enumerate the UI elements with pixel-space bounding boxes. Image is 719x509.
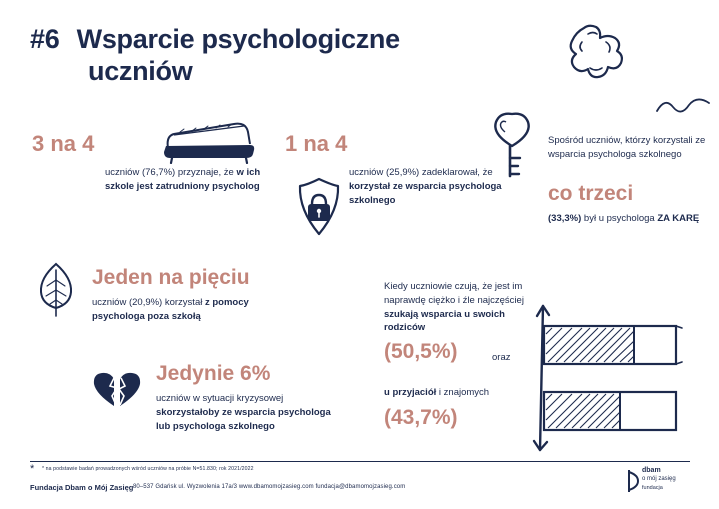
stat-4-text-bold: z pomocy psychologa poza szkołą bbox=[92, 297, 249, 322]
stat-1-text-bold: w ich szkole jest zatrudniony psycholog bbox=[105, 167, 261, 192]
stat-2-headline: 1 na 4 bbox=[285, 131, 348, 156]
stat-4-headline: Jeden na pięciu bbox=[92, 266, 250, 289]
stat-3-sub-percent: (33,3%) bbox=[548, 213, 582, 224]
stat-3-sub-rest: był u psychologa bbox=[581, 213, 658, 224]
couch-icon bbox=[160, 118, 258, 164]
footer-note: * na podstawie badań prowadzonych wśród uczniów na próbie N=51.830; rok 2021/2022 bbox=[42, 466, 254, 472]
stat-3-sub bbox=[548, 212, 713, 226]
key-heart-icon bbox=[486, 110, 542, 182]
logo-text-1: dbam bbox=[642, 467, 661, 474]
broken-heart-icon bbox=[90, 370, 146, 410]
stat-1-text bbox=[105, 166, 265, 194]
stat-6-lead-2-rest: i znajomych bbox=[436, 387, 490, 398]
stat-6-value-2: (43,7%) bbox=[384, 406, 458, 429]
title-number: #6 bbox=[30, 24, 60, 54]
logo-text-3: fundacja bbox=[642, 485, 663, 491]
footer-divider bbox=[30, 461, 690, 462]
stat-6-lead-2 bbox=[384, 386, 554, 400]
footer-organization: Fundacja Dbam o Mój Zasięg bbox=[30, 483, 134, 492]
footer-address: 80–537 Gdańsk ul. Wyzwolenia 17a/3 www.dbamomojzasieg.com fundacja@dbamomojzasieg.com bbox=[133, 484, 406, 490]
stat-3-sub-emph: ZA KARĘ bbox=[657, 213, 700, 224]
stat-6-connector: oraz bbox=[492, 352, 511, 363]
stat-1-headline: 3 na 4 bbox=[32, 131, 95, 156]
logo-text-2: o mój zasięg bbox=[642, 476, 676, 482]
stat-2-text-bold: korzystał ze wsparcia psychologa szkolnego bbox=[349, 180, 502, 206]
bar-chart bbox=[530, 300, 710, 455]
squiggle-icon bbox=[655, 95, 711, 117]
stat-5-text bbox=[156, 392, 336, 433]
page-title bbox=[30, 24, 550, 88]
stat-5-headline: Jedynie 6% bbox=[156, 362, 271, 385]
cross-icon bbox=[560, 22, 630, 84]
stat-4-text bbox=[92, 296, 292, 324]
title-text-1: Wsparcie psychologiczne bbox=[76, 24, 400, 54]
stat-3-headline: co trzeci bbox=[548, 182, 634, 205]
leaf-icon bbox=[32, 262, 80, 318]
stat-6-lead-plain: Kiedy uczniowie czują, że jest im naprawdę ciężko i źle najczęściej bbox=[384, 281, 524, 306]
stat-1-text-plain: uczniów (76,7%) przyznaje, że bbox=[105, 167, 237, 178]
logo-mark-icon bbox=[627, 468, 640, 494]
stat-5-text-plain: uczniów w sytuacji kryzysowej bbox=[156, 393, 284, 404]
title-line-1 bbox=[30, 24, 550, 56]
stat-5-text-bold: skorzystałoby ze wsparcia psychologa lub psychologa szkolnego bbox=[156, 406, 331, 432]
stat-6-lead bbox=[384, 280, 544, 335]
stat-2-text bbox=[349, 166, 509, 207]
stat-3-lead: Spośród uczniów, którzy korzystali ze wsparcia psychologa szkolnego bbox=[548, 135, 706, 160]
shield-lock-icon bbox=[296, 176, 342, 238]
stat-6-lead-2-bold: u przyjaciół bbox=[384, 387, 437, 398]
stat-6-value-1: (50,5%) bbox=[384, 340, 458, 363]
stat-6-lead-bold: szukają wsparcia u swoich rodziców bbox=[384, 308, 505, 334]
title-text-2: uczniów bbox=[88, 55, 193, 86]
foundation-logo bbox=[627, 466, 689, 496]
stat-4-text-plain: uczniów (20,9%) korzystał bbox=[92, 297, 205, 308]
stat-2-text-plain: uczniów (25,9%) zadeklarował, że bbox=[349, 167, 493, 178]
footer-star-icon: * bbox=[30, 463, 35, 475]
